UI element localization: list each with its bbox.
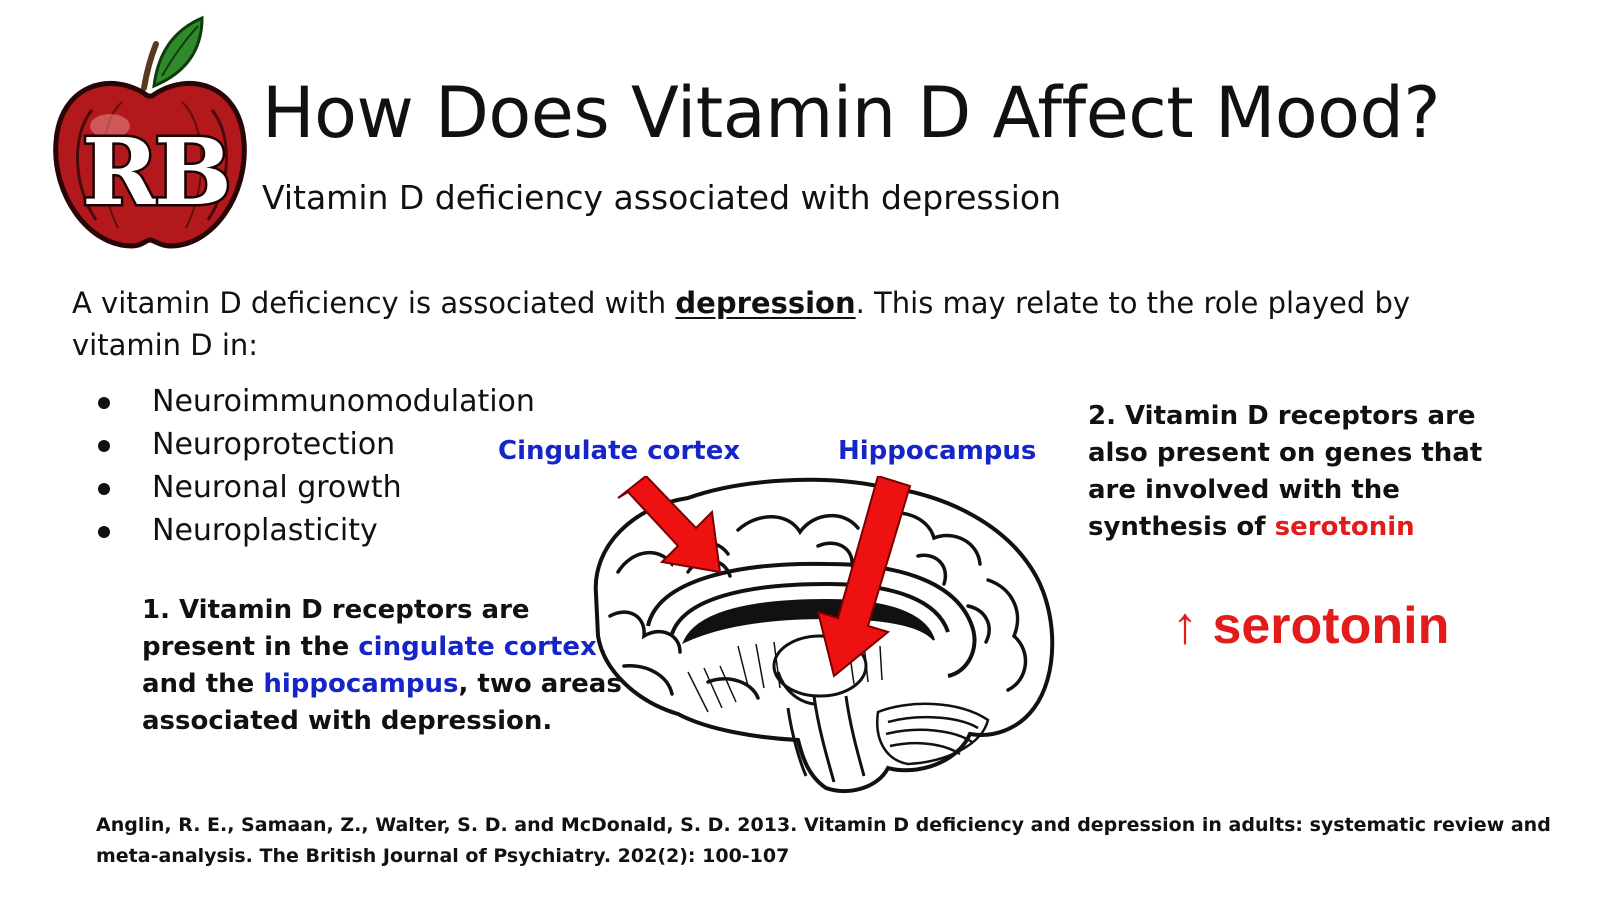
note2-line3: are involved with the [1088,475,1400,505]
serotonin-increase-label: ↑ serotonin [1172,597,1450,655]
note2-text: synthesis of [1088,512,1275,542]
label-cingulate-cortex: Cingulate cortex [498,436,741,466]
intro-text-before: A vitamin D deficiency is associated with [72,286,676,320]
bullet-label: Neuroprotection [152,427,396,462]
note1-text: and the [142,669,264,699]
intro-keyword-depression: depression [675,286,856,320]
bullet-dot [98,483,110,495]
note1-line1: 1. Vitamin D receptors are [142,595,530,625]
highlight-cingulate-cortex: cingulate cortex [358,632,597,662]
svg-text:B: B [154,118,232,226]
note1-line4: associated with depression. [142,706,553,736]
page-title: How Does Vitamin D Affect Mood? [262,72,1441,154]
note1-text: , two areas [458,669,622,699]
note1-line2 [142,629,622,666]
list-item [96,509,535,552]
intro-paragraph [72,282,1502,366]
bullet-label: Neuroplasticity [152,513,378,548]
bullet-label: Neuroimmunomodulation [152,384,535,419]
page-subtitle: Vitamin D deficiency associated with depression [262,178,1062,217]
svg-text:R: R [82,118,159,226]
bullet-dot [98,526,110,538]
highlight-serotonin: serotonin [1274,512,1415,542]
bullet-dot [98,440,110,452]
note1-text: present in the [142,632,359,662]
highlight-hippocampus: hippocampus [263,669,459,699]
note1-line3 [142,666,622,703]
label-hippocampus: Hippocampus [838,436,1037,466]
note2-line1: 2. Vitamin D receptors are [1088,401,1476,431]
intro-text-after: . This may relate to the role played by vitamin D in: [72,286,1411,362]
note-receptors-genes [1088,398,1482,546]
list-item [96,380,535,423]
citation-reference: Anglin, R. E., Samaan, Z., Walter, S. D. and McDonald, S. D. 2013. Vitamin D deficiency and depression in adults: systematic review and meta-analysis. The British Journal of Psychiatry. 202(2): 100-107 [96,814,1551,867]
role-bullet-list [96,380,535,552]
note-receptors-brain [142,592,622,740]
list-item [96,423,535,466]
bullet-label: Neuronal growth [152,470,402,505]
note2-line4 [1088,509,1482,546]
bullet-dot [98,397,110,409]
brain-sagittal-illustration [588,476,1060,798]
note2-line2: also present on genes that [1088,438,1483,468]
rb-apple-logo [52,14,248,252]
list-item [96,466,535,509]
